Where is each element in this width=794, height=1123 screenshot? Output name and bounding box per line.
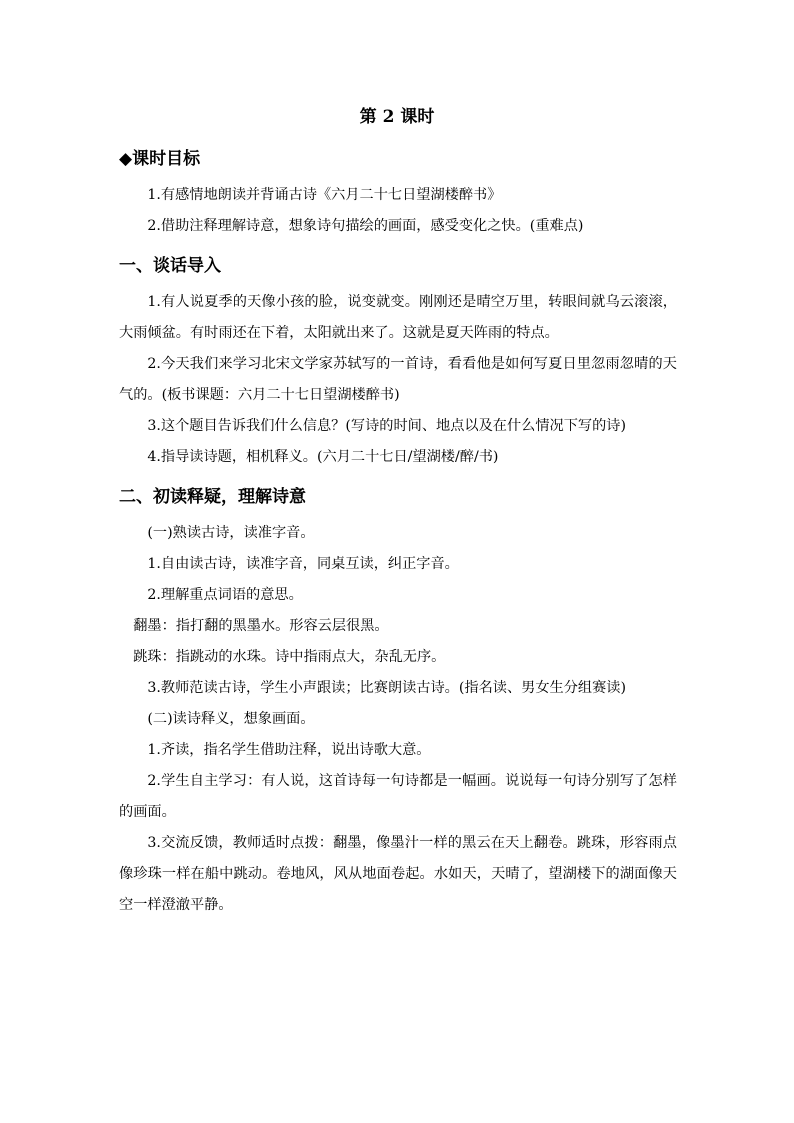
word-explanation: 翻墨：指打翻的黑墨水。形容云层很黑。: [133, 618, 389, 634]
intro-paragraph: 3.这个题目告诉我们什么信息？(写诗的时间、地点以及在什么情况下写的诗): [147, 418, 626, 434]
goals-heading: ◆课时目标: [119, 149, 201, 169]
meaning-paragraph: 1.齐读，指名学生借助注释，说出诗歌大意。: [147, 742, 431, 758]
page-title: 第 2 课时: [359, 107, 435, 127]
word-explanation: 跳珠：指跳动的水珠。诗中指雨点大，杂乱无序。: [133, 649, 446, 665]
section-heading-intro: 一、谈话导入: [119, 256, 221, 276]
goal-item: 1.有感情地朗读并背诵古诗《六月二十七日望湖楼醉书》: [147, 187, 502, 203]
goal-item: 2.借助注释理解诗意，想象诗句描绘的画面，感受变化之快。(重难点): [147, 218, 584, 234]
section-heading-reading: 二、初读释疑，理解诗意: [119, 487, 306, 507]
intro-paragraph: 1.有人说夏季的天像小孩的脸，说变就变。刚刚还是晴空万里，转眼间就乌云滚滚，大雨倾盆。有时雨还在下着，太阳就出来了。这就是夏天阵雨的特点。: [119, 294, 677, 341]
meaning-paragraph: 3.交流反馈，教师适时点拨：翻墨，像墨汁一样的黑云在天上翻卷。跳珠，形容雨点像珍珠一样在船中跳动。卷地风，风从地面卷起。水如天，天晴了，望湖楼下的湖面像天空一样澄澈平静。: [119, 835, 677, 913]
intro-paragraph: 2.今天我们来学习北宋文学家苏轼写的一首诗，看看他是如何写夏日里忽雨忽晴的天气的。(板书课题：六月二十七日望湖楼醉书): [119, 356, 677, 403]
document-body: [119, 146, 677, 921]
meaning-paragraph: 2.学生自主学习：有人说，这首诗每一句诗都是一幅画。说说每一句诗分别写了怎样的画面。: [119, 773, 677, 820]
reading-paragraph: 1.自由读古诗，读准字音，同桌互读，纠正字音。: [147, 556, 459, 572]
subsection-heading: (二)读诗释义，想象画面。: [147, 711, 315, 727]
reading-paragraph: 3.教师范读古诗，学生小声跟读；比赛朗读古诗。(指名读、男女生分组赛读): [147, 680, 626, 696]
reading-paragraph: 2.理解重点词语的意思。: [147, 587, 303, 603]
intro-paragraph: 4.指导读诗题，相机释义。(六月二十七日/望湖楼/醉/书): [147, 449, 499, 465]
subsection-heading: (一)熟读古诗，读准字音。: [147, 525, 315, 541]
